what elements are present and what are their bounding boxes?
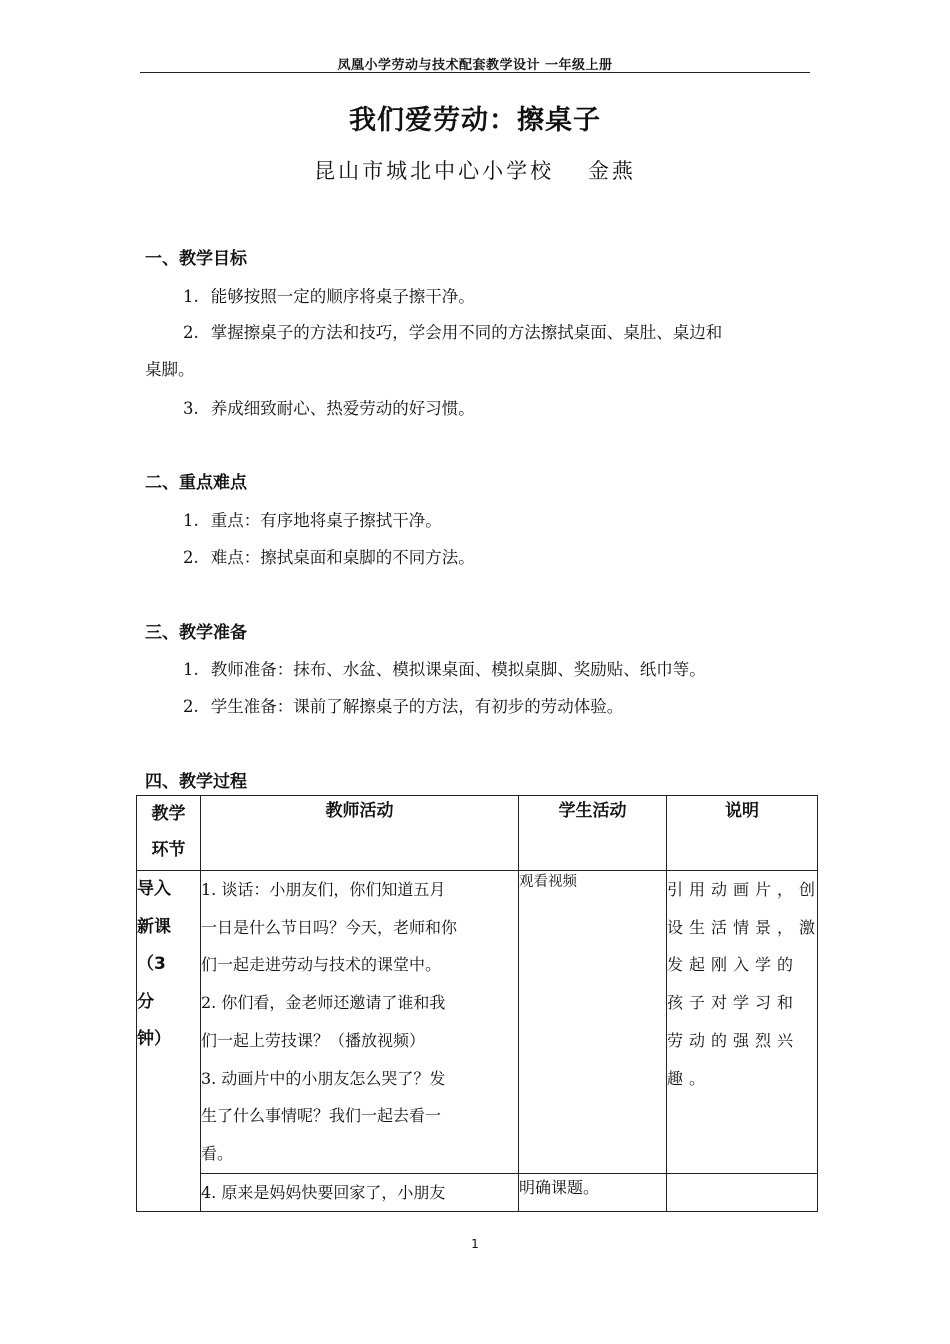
column-header-note: 说明 [667,796,818,871]
item-number: 1. [183,287,199,306]
item-number: 3. [183,399,199,418]
author-line: 昆山市城北中心小学校 金燕 [314,159,636,183]
teacher-line: 4. 原来是妈妈快要回家了，小朋友 [201,1182,446,1202]
teacher-line: 3. 动画片中的小朋友怎么哭了？发 [201,1068,446,1088]
teacher-line: 一日是什么节日吗？今天，老师和你 [201,917,458,937]
table-row [137,1173,818,1212]
item-text: 能够按照一定的顺序将桌子擦干净。 [210,287,475,306]
section-heading-key-points: 二、重点难点 [145,473,247,493]
student-activity-cell: 明确课题。 [519,1173,667,1212]
stage-line: 钟） [137,1029,171,1049]
teaching-process-table [136,795,822,1212]
note-line: 趣。 [667,1068,712,1088]
objective-item [183,395,848,419]
objective-item-continuation: 桌脚。 [145,360,195,379]
item-number: 2. [183,697,199,716]
teacher-activity-cell [201,871,519,1174]
stage-line: （3 [137,954,166,974]
note-cell [667,1173,818,1212]
column-header-stage-line: 教学 [151,804,186,824]
key-point-item [183,544,848,568]
section-heading-process: 四、教学过程 [145,772,247,792]
item-number: 1. [183,511,199,530]
note-line: 孩子对学习和 [667,993,800,1013]
item-text: 掌握擦桌子的方法和技巧，学会用不同的方法擦拭桌面、桌肚、桌边和 [210,323,723,342]
running-header: 凤凰小学劳动与技术配套教学设计 一年级上册 [337,58,613,73]
teacher-line: 1. 谈话：小朋友们，你们知道五月 [201,880,446,899]
header-rule [140,72,810,73]
item-text: 养成细致耐心、热爱劳动的好习惯。 [210,399,475,418]
column-header-teacher: 教师活动 [201,796,519,871]
teacher-line: 们一起上劳技课？（播放视频） [201,1030,426,1050]
teacher-line: 们一起走进劳动与技术的课堂中。 [201,955,442,975]
page-number: 1 [471,1237,479,1251]
item-text: 教师准备：抹布、水盆、模拟课桌面、模拟桌脚、奖励贴、纸巾等。 [210,660,706,679]
note-line: 引用动画片，创 [667,880,822,899]
table-row [137,871,818,1174]
item-number: 2. [183,548,199,567]
stage-line: 导入 [137,879,171,899]
section-heading-preparation: 三、教学准备 [145,623,247,643]
item-text: 难点：擦拭桌面和桌脚的不同方法。 [210,548,475,567]
item-text: 重点：有序地将桌子擦拭干净。 [210,511,442,530]
note-cell [667,871,822,1174]
table-header-row [137,796,818,871]
stage-cell [137,871,201,1212]
column-header-stage [137,796,201,871]
column-header-stage-line: 环节 [151,840,186,860]
objective-item [183,283,848,307]
stage-line: 分 [137,991,154,1012]
preparation-item [183,693,848,717]
document-title: 我们爱劳动：擦桌子 [349,105,601,136]
note-line: 发起刚入学的 [667,955,800,975]
note-line: 劳动的强烈兴 [667,1030,800,1050]
teacher-line: 生了什么事情呢？我们一起去看一 [201,1106,442,1126]
item-number: 1. [183,660,199,679]
teacher-line: 看。 [201,1143,234,1163]
objective-item [183,319,848,343]
item-number: 2. [183,323,199,342]
item-text: 学生准备：课前了解擦桌子的方法，有初步的劳动体验。 [210,697,624,716]
column-header-student: 学生活动 [519,796,667,871]
stage-line: 新课 [137,916,171,937]
key-point-item [183,507,848,531]
teacher-line: 2. 你们看，金老师还邀请了谁和我 [201,993,446,1013]
student-activity-cell: 观看视频 [519,871,667,1174]
note-line: 设生活情景，激 [667,917,822,937]
preparation-item [183,656,848,680]
section-heading-objectives: 一、教学目标 [145,249,247,269]
teacher-activity-cell [201,1173,519,1212]
